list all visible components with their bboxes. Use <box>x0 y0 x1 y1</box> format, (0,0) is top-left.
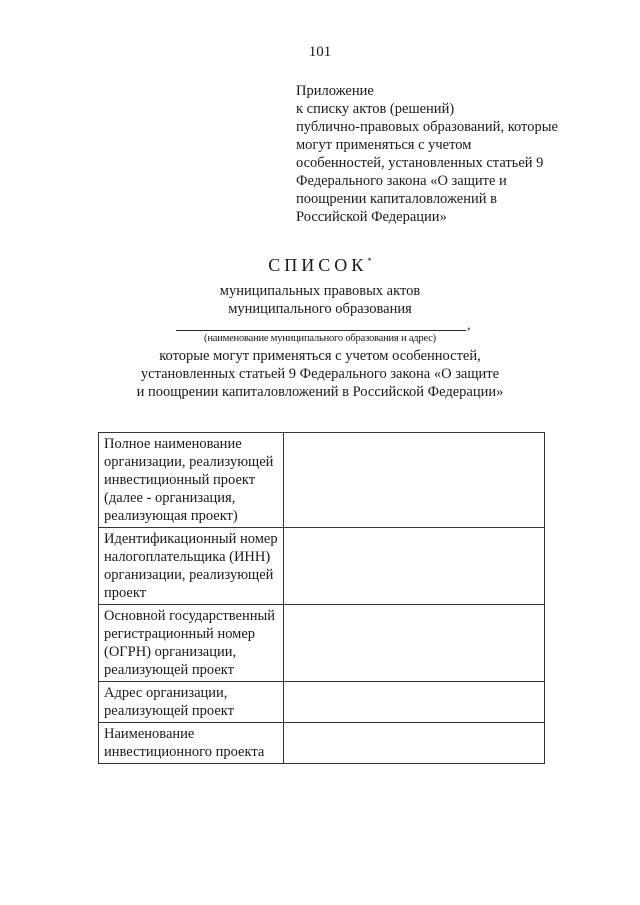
document-title <box>0 255 640 276</box>
appendix-line: поощрении капиталовложений в <box>296 191 497 207</box>
appendix-line: Приложение <box>296 83 374 99</box>
condition-text <box>0 347 640 401</box>
condition-line: установленных статьей 9 Федерального закона «О защите <box>140 366 500 382</box>
condition-line: которые могут применяться с учетом особенностей, <box>159 348 481 364</box>
appendix-line: особенностей, установленных статьей 9 <box>296 155 544 171</box>
row-label: Наименование инвестиционного проекта <box>99 723 284 764</box>
row-value-cell <box>284 605 545 682</box>
table-row <box>99 528 545 605</box>
subtitle <box>0 282 640 318</box>
appendix-line: Федерального закона «О защите и <box>296 173 507 189</box>
appendix-line: могут применяться с учетом <box>296 137 472 153</box>
subtitle-line: муниципальных правовых актов <box>219 283 421 299</box>
row-value-cell <box>284 528 545 605</box>
row-value-cell <box>284 682 545 723</box>
row-label: Идентификационный номер налогоплательщика (ИНН) организации, реализующей проект <box>99 528 284 605</box>
table-row <box>99 605 545 682</box>
table-row <box>99 723 545 764</box>
appendix-line: к списку актов (решений) <box>296 101 455 117</box>
appendix-line: Российской Федерации» <box>296 209 447 225</box>
subtitle-line: муниципального образования <box>228 301 412 317</box>
appendix-block <box>296 82 596 226</box>
row-value-cell <box>284 433 545 528</box>
appendix-line: публично-правовых образований, которые <box>296 119 558 135</box>
fill-comma: , <box>467 318 471 333</box>
row-label: Адрес организации, реализующей проект <box>99 682 284 723</box>
row-value-cell <box>284 723 545 764</box>
condition-line: и поощрении капиталовложений в Российской Федерации» <box>136 384 504 400</box>
municipality-fill-line <box>176 330 466 331</box>
fill-hint: (наименование муниципального образования и адрес) <box>204 333 436 344</box>
title-text: СПИСОК <box>268 255 368 275</box>
table-row <box>99 682 545 723</box>
table-row <box>99 433 545 528</box>
row-label: Основной государственный регистрационный номер (ОГРН) организации, реализующей проект <box>99 605 284 682</box>
page-number: 101 <box>308 44 332 60</box>
title-footnote-mark: * <box>367 256 372 266</box>
row-label: Полное наименование организации, реализующей инвестиционный проект (далее - организация, реализующая проект) <box>99 433 284 528</box>
organization-info-table <box>98 432 545 764</box>
